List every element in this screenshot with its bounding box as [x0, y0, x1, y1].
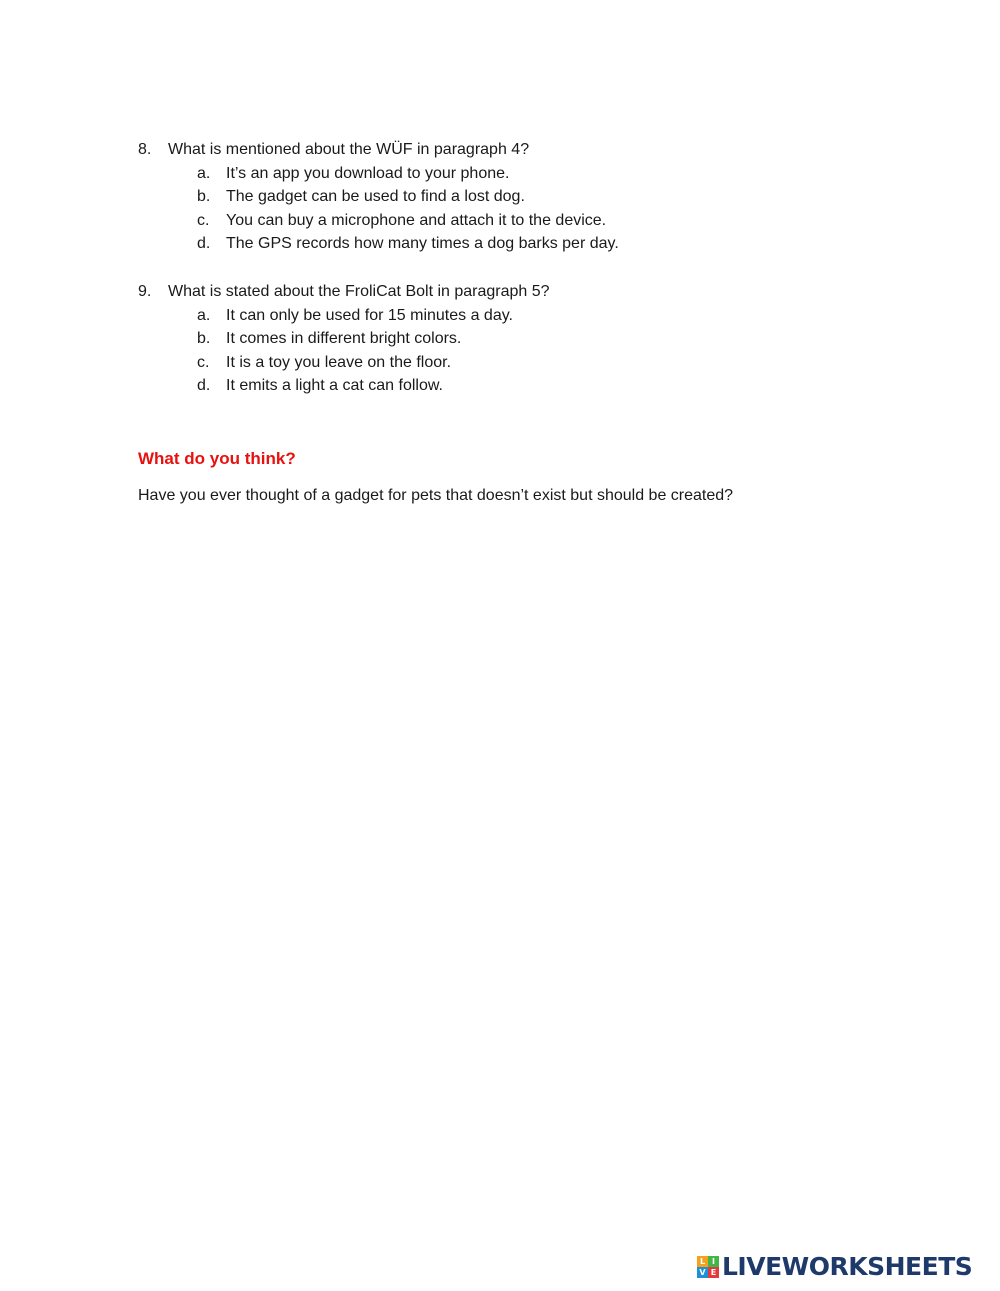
logo-letter: L	[697, 1256, 708, 1267]
logo-letter: E	[708, 1267, 719, 1278]
option-text: The GPS records how many times a dog barks per day.	[226, 235, 619, 252]
option-text: It emits a light a cat can follow.	[226, 377, 443, 394]
option-letter: d.	[197, 235, 211, 252]
question-9	[138, 280, 550, 398]
answer-option	[138, 185, 619, 209]
question-number: 9.	[138, 283, 152, 300]
liveworksheets-logo	[697, 1252, 972, 1281]
logo-letter: I	[708, 1256, 719, 1267]
option-text: It’s an app you download to your phone.	[226, 164, 510, 182]
option-letter: b.	[197, 188, 211, 205]
question-text: What is mentioned about the WÜF in paragraph 4?	[168, 141, 530, 158]
option-text: The gadget can be used to find a lost dog.	[226, 188, 525, 205]
option-text: It comes in different bright colors.	[226, 330, 462, 347]
question-text: What is stated about the FroliCat Bolt in paragraph 5?	[168, 283, 550, 300]
option-letter: a.	[197, 306, 211, 324]
answer-option	[138, 374, 550, 398]
answer-option	[138, 162, 619, 186]
option-letter: c.	[197, 353, 210, 371]
option-letter: c.	[197, 211, 210, 229]
discussion-heading: What do you think?	[138, 449, 296, 468]
answer-option	[138, 304, 550, 328]
answer-options	[138, 162, 619, 256]
option-letter: b.	[197, 330, 211, 347]
question-stem	[138, 138, 619, 162]
logo-letter: V	[697, 1267, 708, 1278]
answer-option	[138, 209, 619, 233]
brand-name: LIVEWORKSHEETS	[722, 1252, 973, 1281]
answer-option	[138, 351, 550, 375]
option-text: It is a toy you leave on the floor.	[226, 353, 452, 371]
answer-option	[138, 327, 550, 351]
option-letter: a.	[197, 164, 211, 182]
discussion-prompt: Have you ever thought of a gadget for pets that doesn’t exist but should be created?	[138, 487, 734, 504]
question-stem	[138, 280, 550, 304]
logo-mark-icon	[697, 1256, 719, 1278]
answer-options	[138, 304, 550, 398]
question-number: 8.	[138, 141, 152, 158]
option-letter: d.	[197, 377, 211, 394]
question-8	[138, 138, 619, 256]
option-text: You can buy a microphone and attach it to the device.	[226, 211, 607, 229]
answer-option	[138, 232, 619, 256]
option-text: It can only be used for 15 minutes a day.	[226, 306, 513, 324]
